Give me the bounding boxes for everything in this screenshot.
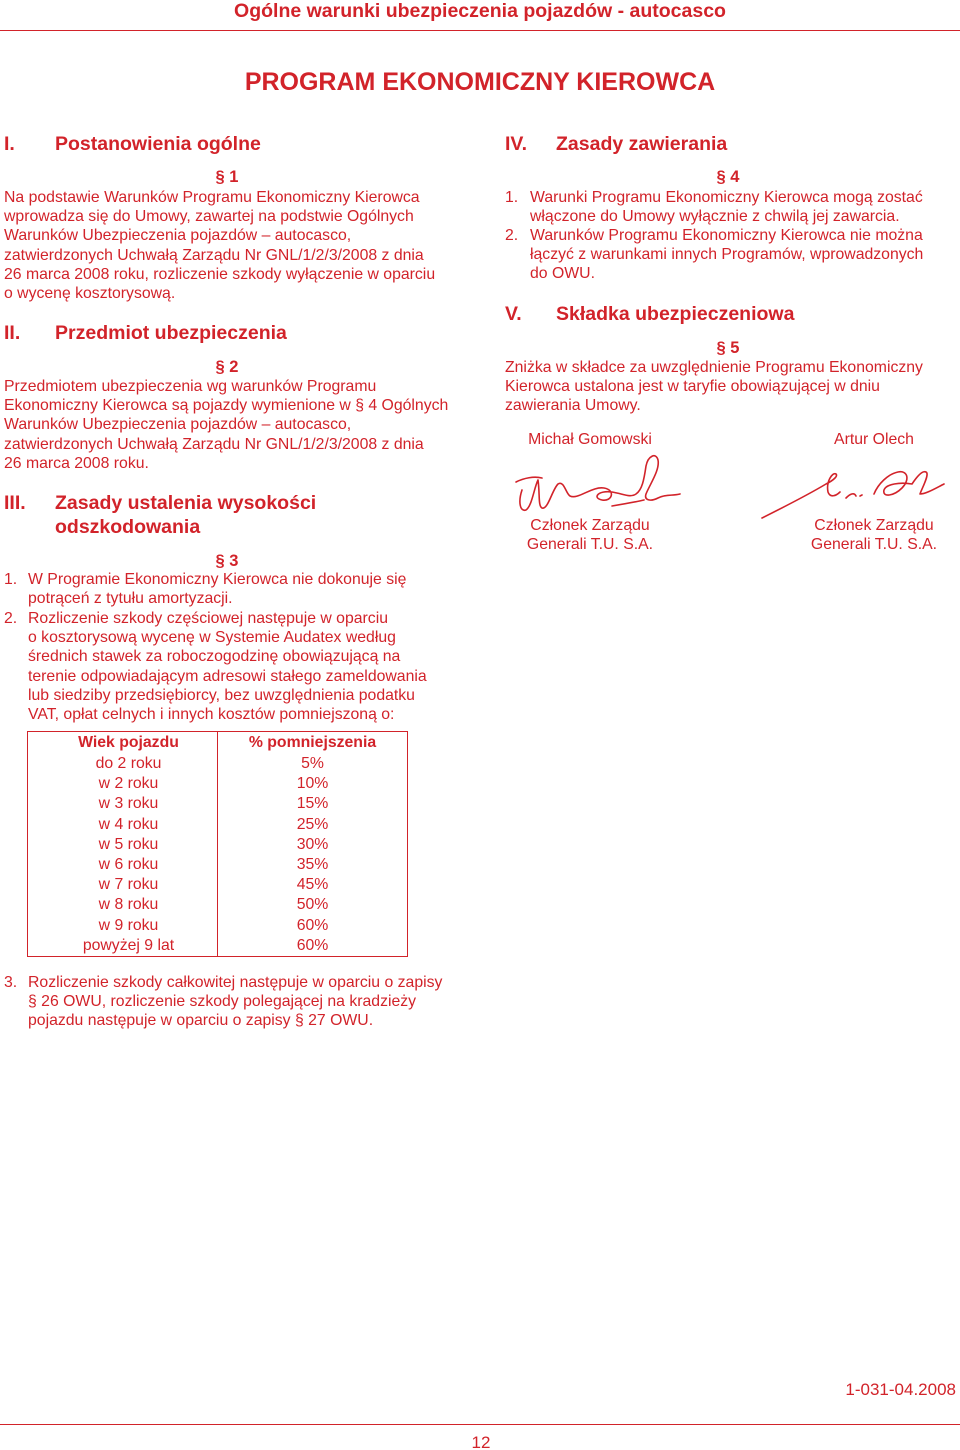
text-line: do OWU. [530, 265, 595, 283]
section-4-item-2 [505, 226, 945, 284]
section-1-text [4, 188, 435, 303]
item-number: 2. [4, 610, 18, 627]
section-2-text [4, 377, 448, 473]
cell-reduction: 50% [296, 896, 329, 914]
signatory-2-role: Członek Zarządu [814, 517, 934, 534]
cell-vehicle-age: w 3 roku [28, 794, 218, 814]
cell-vehicle-age: do 2 roku [28, 754, 218, 774]
item-text [530, 188, 945, 226]
section-2-heading [4, 321, 444, 345]
signatory-1-name: Michał Gomowski [528, 431, 652, 448]
cell-vehicle-age: w 6 roku [28, 855, 218, 875]
cell-reduction: 10% [296, 775, 329, 793]
cell-vehicle-age: w 2 roku [28, 774, 218, 794]
section-4-title: Zasady zawierania [556, 133, 728, 155]
cell-vehicle-age: w 4 roku [28, 815, 218, 835]
text-line: pojazdu następuje w oparciu o zapisy § 27 OWU. [28, 1012, 374, 1030]
signatory-2-company: Generali T.U. S.A. [810, 536, 938, 554]
text-line: włączone do Umowy wyłącznie z chwilą jej zawarcia. [530, 208, 900, 226]
item-number: 1. [505, 189, 519, 206]
depreciation-table [27, 731, 408, 957]
text-line: Rozliczenie szkody całkowitej następuje w oparciu o zapisy [28, 974, 443, 991]
table-row [28, 875, 408, 895]
section-5-heading [505, 302, 945, 326]
section-4-number: IV. [505, 133, 528, 155]
section-1-number: I. [4, 133, 15, 155]
signatory-2-details [774, 516, 960, 554]
running-title: Ogólne warunki ubezpieczenia pojazdów - autocasco [234, 0, 726, 22]
text-line: W Programie Ekonomiczny Kierowca nie dokonuje się [28, 571, 407, 588]
page-number: 12 [471, 1433, 491, 1450]
document-title: PROGRAM EKONOMICZNY KIEROWCA [244, 68, 716, 96]
signature-1-handwritten-image [512, 450, 684, 522]
item-number: 2. [505, 227, 519, 244]
cell-reduction: 15% [296, 795, 329, 813]
text-line: Ekonomiczny Kierowca są pojazdy wymienione w § 4 Ogólnych [4, 397, 449, 415]
header-rule [0, 30, 960, 31]
section-3-item-3 [4, 973, 444, 1031]
section-4-item-1 [505, 188, 945, 226]
paragraph-mark-1: § 1 [215, 168, 239, 186]
cell-vehicle-age: w 7 roku [28, 875, 218, 895]
section-3-title-line: Zasady ustalenia wysokości [55, 492, 317, 514]
item-number: 1. [4, 571, 18, 588]
section-5-number: V. [505, 303, 522, 325]
table-row [28, 754, 408, 774]
table-header-row [28, 732, 408, 755]
text-line: zawierania Umowy. [505, 397, 641, 415]
text-line: Zniżka w składce za uwzględnienie Programu Ekonomiczny [505, 359, 923, 376]
section-3-heading [4, 491, 444, 539]
table-row [28, 774, 408, 794]
text-line: Warunki Programu Ekonomiczny Kierowca mogą zostać [530, 189, 923, 206]
cell-vehicle-age: w 9 roku [28, 916, 218, 936]
text-line: zatwierdzonych Uchwałą Zarządu Nr GNL/1/2/3/2008 z dnia [4, 435, 424, 453]
section-5-title: Składka ubezpieczeniowa [556, 303, 795, 325]
text-line: Na podstawie Warunków Programu Ekonomiczny Kierowca [4, 189, 420, 206]
table-row [28, 835, 408, 855]
item-text [28, 973, 444, 1031]
document-code: 1-031-04.2008 [845, 1380, 956, 1399]
signatory-1-details [490, 516, 690, 554]
section-2-number: II. [4, 322, 21, 344]
signatory-1-role: Członek Zarządu [530, 517, 650, 534]
cell-reduction: 5% [301, 755, 324, 772]
section-1-heading [4, 132, 444, 156]
item-text [28, 570, 444, 608]
table-row [28, 916, 408, 936]
table-row [28, 895, 408, 915]
paragraph-mark-5: § 5 [716, 339, 740, 357]
text-line: zatwierdzonych Uchwałą Zarządu Nr GNL/1/2/3/2008 z dnia [4, 246, 424, 264]
item-number: 3. [4, 974, 18, 991]
table-row [28, 855, 408, 875]
text-line: 26 marca 2008 roku, rozliczenie szkody wyłączenie w oparciu [4, 265, 436, 283]
column-header-reduction: % pomniejszenia [248, 734, 377, 751]
cell-vehicle-age: w 8 roku [28, 895, 218, 915]
section-3-item-2 [4, 609, 444, 724]
table-row [28, 936, 408, 957]
section-3-title-line: odszkodowania [55, 516, 201, 538]
text-line: Warunków Programu Ekonomiczny Kierowca nie można [530, 227, 923, 244]
text-line: Przedmiotem ubezpieczenia wg warunków Programu [4, 378, 377, 395]
paragraph-mark-3: § 3 [215, 552, 239, 570]
cell-vehicle-age: w 5 roku [28, 835, 218, 855]
section-5-text [505, 358, 923, 416]
text-line: VAT, opłat celnych i innych kosztów pomniejszoną o: [28, 706, 395, 724]
signatory-1-company: Generali T.U. S.A. [526, 536, 654, 554]
signatory-2-name: Artur Olech [834, 431, 914, 448]
cell-reduction: 45% [296, 876, 329, 894]
text-line: lub siedziby przedsiębiorcy, bez uwzględnienia podatku [28, 686, 415, 704]
cell-vehicle-age: powyżej 9 lat [28, 936, 218, 957]
column-header-vehicle-age: Wiek pojazdu [28, 732, 218, 755]
item-text [28, 609, 444, 724]
cell-reduction: 25% [296, 815, 329, 833]
section-3-number: III. [4, 492, 26, 514]
paragraph-mark-2: § 2 [215, 358, 239, 376]
table-row [28, 794, 408, 814]
text-line: wprowadza się do Umowy, zawartej na podstwie Ogólnych [4, 208, 414, 226]
text-line: Warunków Ubezpieczenia pojazdów – autocasco, [4, 227, 352, 245]
text-line: średnich stawek za roboczogodzinę obowiązującą na [28, 648, 401, 666]
text-line: terenie odpowiadającym adresowi stałego zameldowania [28, 667, 427, 685]
section-1-title: Postanowienia ogólne [55, 133, 261, 155]
text-line: łączyć z warunkami innych Programów, wprowadzonych [530, 246, 924, 264]
text-line: Warunków Ubezpieczenia pojazdów – autocasco, [4, 416, 352, 434]
section-3-title [55, 491, 316, 539]
table-row [28, 815, 408, 835]
section-2-title: Przedmiot ubezpieczenia [55, 322, 287, 344]
text-line: o wycenę kosztorysową. [4, 285, 176, 303]
signature-2-handwritten-image [756, 464, 948, 524]
section-3-item-1 [4, 570, 444, 608]
footer-rule [0, 1424, 960, 1425]
section-4-heading [505, 132, 945, 156]
text-line: Kierowca ustalona jest w taryfie obowiązującej w dniu [505, 378, 880, 396]
cell-reduction: 30% [296, 835, 329, 853]
text-line: o kosztorysową wycenę w Systemie Audatex według [28, 629, 396, 647]
item-text [530, 226, 945, 284]
paragraph-mark-4: § 4 [716, 168, 740, 186]
cell-reduction: 60% [296, 936, 329, 954]
text-line: 26 marca 2008 roku. [4, 454, 149, 472]
text-line: potrąceń z tytułu amortyzacji. [28, 590, 233, 608]
cell-reduction: 35% [296, 856, 329, 874]
text-line: Rozliczenie szkody częściowej następuje w oparciu [28, 610, 388, 627]
text-line: § 26 OWU, rozliczenie szkody polegającej na kradzieży [28, 993, 417, 1011]
cell-reduction: 60% [296, 916, 329, 934]
